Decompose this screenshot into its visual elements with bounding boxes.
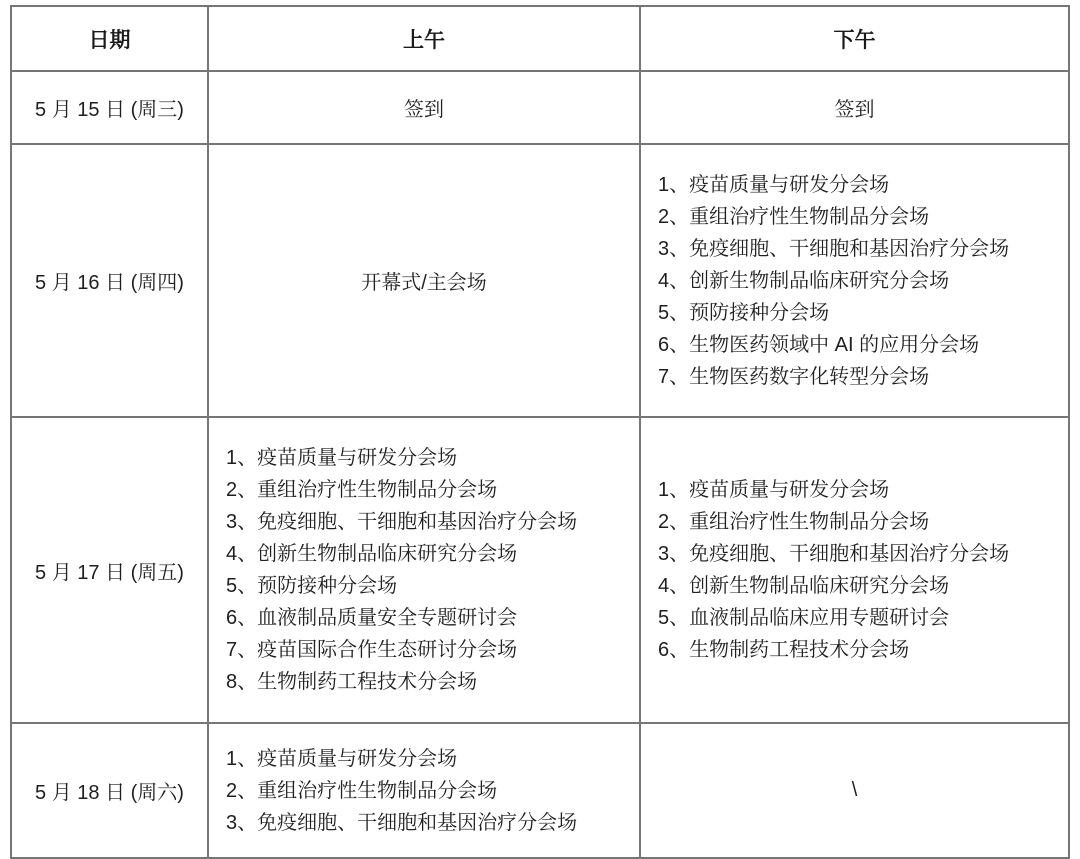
session-item: 3、免疫细胞、干细胞和基因治疗分会场	[658, 237, 1010, 260]
date-cell: 5 月 17 日 (周五)	[11, 417, 208, 723]
session-item: 3、免疫细胞、干细胞和基因治疗分会场	[226, 811, 578, 834]
session-item: 5、血液制品临床应用专题研讨会	[658, 607, 950, 629]
session-item: 7、疫苗国际合作生态研讨分会场	[226, 639, 518, 661]
afternoon-label: 签到	[834, 99, 875, 121]
table-body	[11, 71, 1069, 858]
session-item: 5、预防接种分会场	[226, 575, 398, 597]
column-header-morning: 上午	[208, 6, 640, 71]
schedule-row	[11, 723, 1069, 858]
afternoon-cell	[640, 417, 1069, 723]
morning-cell	[208, 144, 640, 417]
table-header-row	[11, 6, 1069, 71]
session-item: 2、重组治疗性生物制品分会场	[226, 479, 498, 501]
session-item: 1、疫苗质量与研发分会场	[226, 447, 458, 469]
morning-label: 签到	[404, 99, 444, 121]
morning-cell	[208, 417, 640, 723]
afternoon-cell	[640, 71, 1069, 144]
conference-schedule-table	[10, 5, 1070, 859]
date-cell: 5 月 15 日 (周三)	[11, 71, 208, 144]
session-item: 1、疫苗质量与研发分会场	[658, 173, 890, 196]
morning-cell	[208, 723, 640, 858]
afternoon-cell	[640, 144, 1069, 417]
session-item: 3、免疫细胞、干细胞和基因治疗分会场	[226, 511, 578, 533]
date-cell: 5 月 16 日 (周四)	[11, 144, 208, 417]
session-item: 4、创新生物制品临床研究分会场	[658, 575, 950, 597]
session-item: 2、重组治疗性生物制品分会场	[226, 779, 498, 802]
session-item: 4、创新生物制品临床研究分会场	[658, 269, 950, 292]
afternoon-cell	[640, 723, 1069, 858]
session-item: 3、免疫细胞、干细胞和基因治疗分会场	[658, 543, 1010, 565]
session-item: 1、疫苗质量与研发分会场	[226, 747, 458, 770]
session-item: 4、创新生物制品临床研究分会场	[226, 543, 518, 565]
afternoon-label: \	[851, 779, 858, 801]
session-item: 2、重组治疗性生物制品分会场	[658, 205, 930, 228]
date-cell: 5 月 18 日 (周六)	[11, 723, 208, 858]
session-item: 5、预防接种分会场	[658, 301, 830, 324]
session-item: 6、生物制药工程技术分会场	[658, 639, 910, 661]
session-item: 2、重组治疗性生物制品分会场	[658, 511, 930, 533]
session-item: 6、血液制品质量安全专题研讨会	[226, 607, 518, 629]
schedule-row	[11, 71, 1069, 144]
schedule-row	[11, 417, 1069, 723]
session-item: 8、生物制药工程技术分会场	[226, 671, 478, 693]
session-item: 6、生物医药领域中 AI 的应用分会场	[658, 333, 980, 356]
column-header-afternoon: 下午	[640, 6, 1069, 71]
schedule-row	[11, 144, 1069, 417]
session-item: 1、疫苗质量与研发分会场	[658, 479, 890, 501]
morning-cell	[208, 71, 640, 144]
column-header-date: 日期	[11, 6, 208, 71]
session-item: 7、生物医药数字化转型分会场	[658, 365, 930, 388]
morning-label: 开幕式/主会场	[361, 272, 487, 294]
